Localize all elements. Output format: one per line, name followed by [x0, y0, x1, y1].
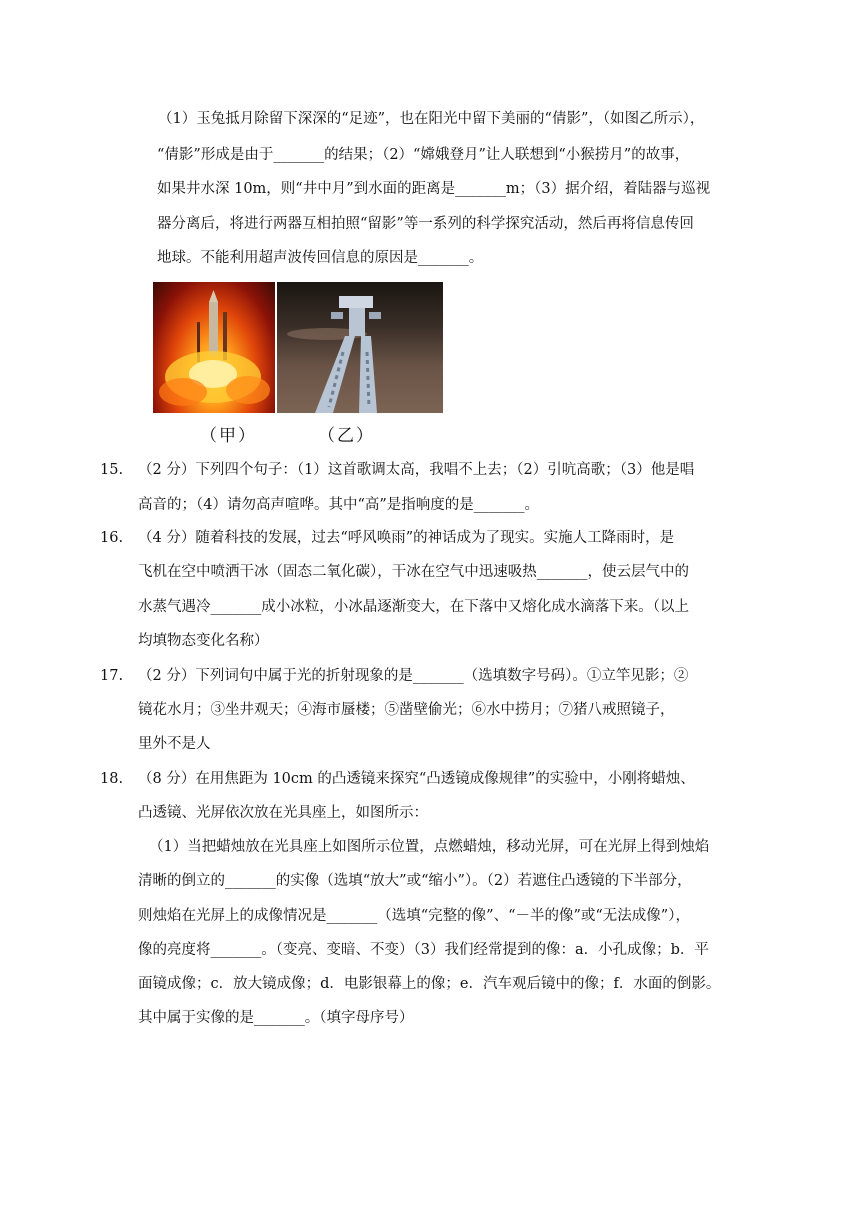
- question-number: 17.: [100, 668, 124, 684]
- rocket-launch-illustration: [153, 282, 275, 413]
- text-line: （1）玉兔抵月除留下深深的“足迹”，也在阳光中留下美丽的“倩影”，（如图乙所示），: [158, 111, 705, 127]
- question-text: 高音的；（4）请勿高声喧哗。其中“高”是指响度的是_______。: [138, 497, 540, 513]
- question-text: 像的亮度将_______。（变亮、变暗、不变）（3）我们经常提到的像：a．小孔成像；b．平: [138, 942, 709, 958]
- rocket-launch-photo: [153, 282, 275, 413]
- question-text: （2 分）下列词句中属于光的折射现象的是_______（选填数字号码）。①立竿见影；②: [138, 668, 689, 684]
- question-text: 均填物态变化名称）: [138, 633, 269, 649]
- question-text: 其中属于实像的是_______。（填字母序号）: [138, 1010, 414, 1026]
- question-text: 里外不是人: [138, 736, 211, 752]
- text-line: “倩影”形成是由于_______的结果；（2）“嫦娥登月”让人联想到“小猴捞月”的故事，: [157, 147, 690, 163]
- text-line: 器分离后，将进行两器互相拍照“留影”等一系列的科学探究活动，然后再将信息传回: [157, 216, 694, 232]
- question-text: 面镜成像；c．放大镜成像；d．电影银幕上的像；e．汽车观后镜中的像；f．水面的倒影。: [138, 976, 721, 992]
- lunar-rover-photo: [277, 282, 443, 413]
- figure-caption-b: （乙）: [318, 426, 375, 446]
- question-text: （2 分）下列四个句子：（1）这首歌调太高，我唱不上去；（2）引吭高歌；（3）他是唱: [138, 462, 695, 478]
- question-text: 凸透镜、光屏依次放在光具座上，如图所示：: [138, 805, 428, 821]
- text-line: 地球。不能利用超声波传回信息的原因是_______。: [157, 250, 484, 266]
- question-text: 则烛焰在光屏上的成像情况是_______（选填“完整的像”、“－半的像”或“无法成像”），: [138, 908, 690, 924]
- question-number: 16.: [100, 530, 124, 546]
- question-number: 18.: [100, 771, 124, 787]
- question-number: 15.: [100, 462, 124, 478]
- question-text: （1）当把蜡烛放在光具座上如图所示位置，点燃蜡烛，移动光屏，可在光屏上得到烛焰: [149, 839, 710, 855]
- figure-caption-a: （甲）: [200, 426, 257, 446]
- question-text: 飞机在空中喷洒干冰（固态二氧化碳），干冰在空气中迅速吸热_______，使云层气中的: [138, 564, 689, 580]
- question-text: 水蒸气遇冷_______成小冰粒，小冰晶逐渐变大，在下落中又熔化成水滴落下来。（以上: [138, 599, 689, 615]
- question-text: （4 分）随着科技的发展，过去“呼风唤雨”的神话成为了现实。实施人工降雨时，是: [138, 530, 675, 546]
- text-line: 如果井水深 10m，则“井中月”到水面的距离是_______m；（3）据介绍，着陆器与巡视: [157, 181, 711, 197]
- question-text: （8 分）在用焦距为 10cm 的凸透镜来探究“凸透镜成像规律”的实验中，小刚将蜡烛、: [138, 771, 695, 787]
- question-text: 镜花水月；③坐井观天；④海市蜃楼；⑤凿壁偷光；⑥水中捞月；⑦猪八戒照镜子，: [138, 702, 675, 718]
- question-text: 清晰的倒立的_______的实像（选填“放大”或“缩小”）。（2）若遮住凸透镜的下半部分，: [138, 873, 692, 889]
- lunar-rover-illustration: [277, 282, 443, 413]
